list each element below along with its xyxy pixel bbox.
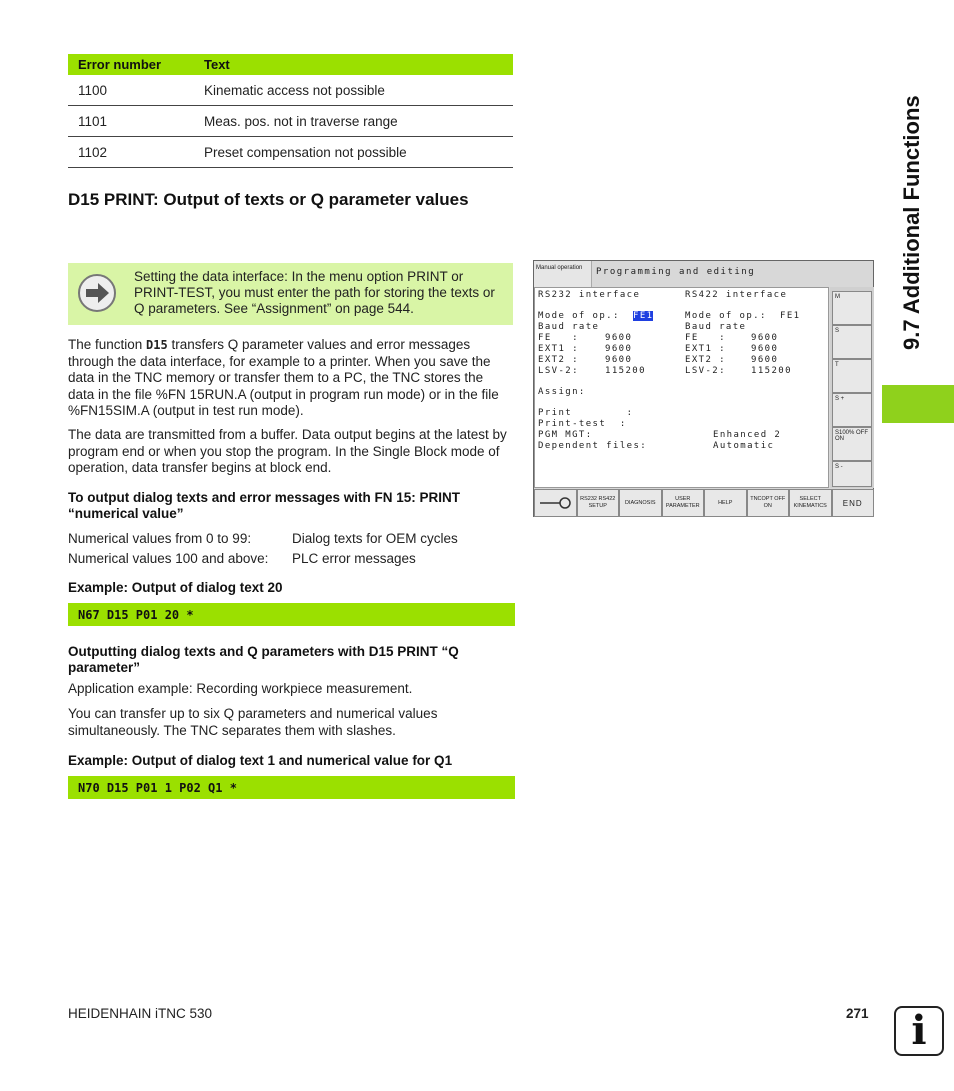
value-desc: Dialog texts for OEM cycles xyxy=(292,531,458,546)
table-row xyxy=(68,106,513,137)
footer-product: HEIDENHAIN iTNC 530 xyxy=(68,1006,213,1021)
mode-label: Mode of op.: xyxy=(685,311,767,321)
side-key-s[interactable]: S xyxy=(832,325,872,359)
mode-left-value[interactable]: FE1 xyxy=(633,311,654,321)
print-test-label: Print-test : xyxy=(538,419,627,429)
rate-key: EXT1 : xyxy=(538,344,579,354)
rate-key: FE : xyxy=(538,333,579,343)
softkey-key-icon[interactable] xyxy=(534,489,577,517)
error-number: 1100 xyxy=(78,82,108,98)
example-title-2: Example: Output of dialog text 1 and numerical value for Q1 xyxy=(68,753,453,768)
side-key-s-minus[interactable]: S - xyxy=(832,461,872,487)
side-key-s-plus[interactable]: S + xyxy=(832,393,872,427)
value-desc: PLC error messages xyxy=(292,551,416,566)
paragraph-application: Application example: Recording workpiece measurement. xyxy=(68,681,413,696)
header-text: Text xyxy=(204,57,230,72)
baud-label: Baud rate xyxy=(538,322,600,332)
softkey-tncopt[interactable]: TNCOPT OFF ON xyxy=(747,489,790,517)
value-row xyxy=(68,551,268,566)
table-row xyxy=(68,137,513,168)
paragraph-transfer: You can transfer up to six Q parameters and numerical values simultaneously. The TNC separates them with slashes. xyxy=(68,706,438,738)
chapter-tab-marker xyxy=(882,385,954,423)
rate-val: 9600 xyxy=(751,355,779,365)
code-d15: D15 xyxy=(146,338,168,352)
rate-val: 9600 xyxy=(605,355,633,365)
screen-content xyxy=(534,287,829,488)
paragraph-buffer: The data are transmitted from a buffer. Data output begins at the latest by program end or when you stop the program. In the Single Block mode of operation, data transfer begins at block end. xyxy=(68,427,507,475)
side-key-t[interactable]: T xyxy=(832,359,872,393)
rate-val: 9600 xyxy=(605,344,633,354)
error-number: 1102 xyxy=(78,144,108,160)
side-key-m[interactable]: M xyxy=(832,291,872,325)
softkey-select-kinematics[interactable]: SELECT KINEMATICS xyxy=(789,489,832,517)
info-glyph: i xyxy=(911,1007,927,1054)
pgm-mgt-label: PGM MGT: xyxy=(538,430,593,440)
rate-key: LSV-2: xyxy=(685,366,726,376)
page-number: 271 xyxy=(846,1006,869,1021)
note-box xyxy=(68,263,513,325)
mode-tab: Manual operation xyxy=(534,261,592,287)
rate-val: 9600 xyxy=(751,333,779,343)
code-block-1: N67 D15 P01 20 * xyxy=(68,603,515,626)
value-label: Numerical values from 0 to 99: xyxy=(68,531,252,546)
error-number: 1101 xyxy=(78,113,108,129)
rate-key: FE : xyxy=(685,333,726,343)
rate-val: 115200 xyxy=(605,366,646,376)
para-text: transfers Q parameter values and error messages through the data interface, for example to a printer. When you save the data in the TNC memory or transfer them to a PC, the TNC stores the data in the file %FN 15RUN.A (output in program run mode) or in the file %FN15SIM.A (output in test run mode). xyxy=(68,337,499,418)
rate-key: LSV-2: xyxy=(538,366,579,376)
softkey-end[interactable]: END xyxy=(832,489,875,517)
subheading-numerical-value: To output dialog texts and error messages with FN 15: PRINT “numerical value” xyxy=(68,490,461,521)
header-error-number: Error number xyxy=(78,57,162,72)
code-block-2: N70 D15 P01 1 P02 Q1 * xyxy=(68,776,515,799)
pgm-mgt-value: Enhanced 2 xyxy=(713,430,782,440)
rate-key: EXT2 : xyxy=(685,355,726,365)
dependent-files-value: Automatic xyxy=(713,441,775,451)
error-text: Meas. pos. not in traverse range xyxy=(204,113,398,129)
arrow-right-icon xyxy=(78,274,116,312)
side-key-s100[interactable]: S100% OFF ON xyxy=(832,427,872,461)
subheading-q-parameter: Outputting dialog texts and Q parameters with D15 PRINT “Q parameter” xyxy=(68,644,459,675)
chapter-side-title xyxy=(897,60,937,360)
info-icon xyxy=(894,1006,944,1056)
softkey-rs232-setup[interactable]: RS232 RS422 SETUP xyxy=(577,489,620,517)
tnc-screenshot xyxy=(533,260,874,517)
note-text: Setting the data interface: In the menu option PRINT or PRINT-TEST, you must enter the path for storing the texts or Q parameters. See “Assignment” on page 544. xyxy=(134,269,495,316)
chapter-title-text: 9.7 Additional Functions xyxy=(899,95,924,350)
value-row xyxy=(68,531,251,546)
assign-label: Assign: xyxy=(538,387,586,397)
error-table xyxy=(68,54,513,168)
para-text: The function xyxy=(68,337,147,352)
paragraph-function xyxy=(68,337,513,420)
rate-val: 9600 xyxy=(605,333,633,343)
dependent-files-label: Dependent files: xyxy=(538,441,648,451)
rs422-heading: RS422 interface xyxy=(685,290,788,300)
softkey-diagnosis[interactable]: DIAGNOSIS xyxy=(619,489,662,517)
table-row xyxy=(68,75,513,106)
rate-val: 9600 xyxy=(751,344,779,354)
print-label: Print : xyxy=(538,408,634,418)
baud-label: Baud rate xyxy=(685,322,747,332)
value-label: Numerical values 100 and above: xyxy=(68,551,269,566)
section-title: D15 PRINT: Output of texts or Q parameter values xyxy=(68,190,469,209)
error-text: Kinematic access not possible xyxy=(204,82,385,98)
table-header xyxy=(68,54,513,75)
rate-key: EXT2 : xyxy=(538,355,579,365)
rs232-heading: RS232 interface xyxy=(538,290,641,300)
mode-right-value: FE1 xyxy=(780,311,801,321)
softkey-user-parameter[interactable]: USER PARAMETER xyxy=(662,489,705,517)
softkey-bar xyxy=(534,489,874,517)
mode-label: Mode of op.: xyxy=(538,311,620,321)
screen-title: Programming and editing xyxy=(596,267,756,277)
example-title-1: Example: Output of dialog text 20 xyxy=(68,580,283,595)
side-softkeys xyxy=(830,287,874,488)
error-text: Preset compensation not possible xyxy=(204,144,407,160)
rate-key: EXT1 : xyxy=(685,344,726,354)
rate-val: 115200 xyxy=(751,366,792,376)
softkey-help[interactable]: HELP xyxy=(704,489,747,517)
